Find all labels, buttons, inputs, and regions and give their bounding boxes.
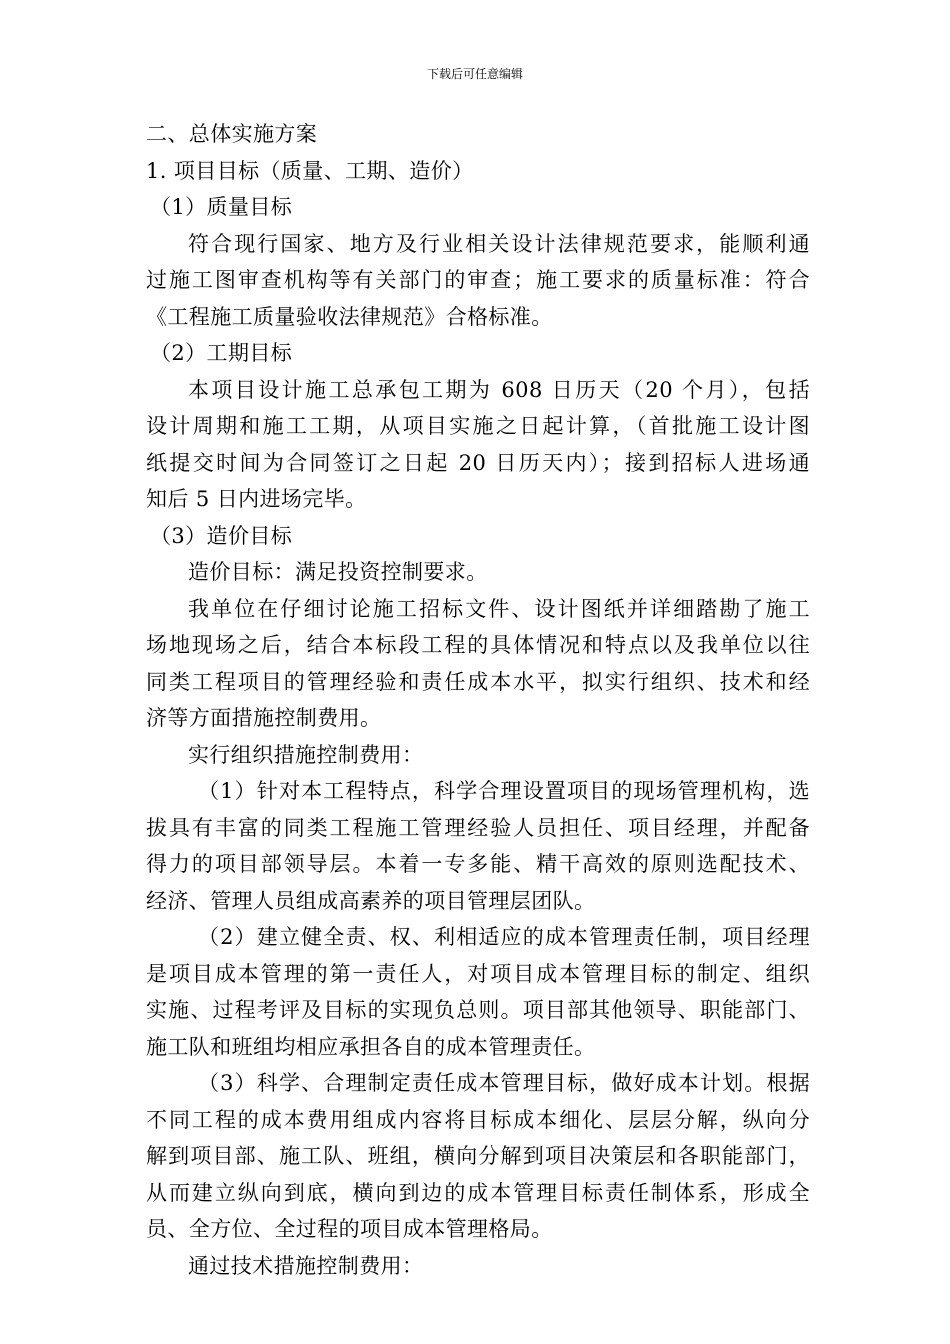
item2-line: 施工队和班组均相应承担各自的成本管理责任。	[146, 1034, 596, 1059]
quality-line: 《工程施工质量验收法律规范》合格标准。	[146, 304, 553, 329]
item1-line: 经济、管理人员组成高素养的项目管理层团队。	[146, 888, 596, 913]
item3-line: 员、全方位、全过程的项目成本管理格局。	[146, 1217, 553, 1241]
quality-heading: （1）质量目标	[150, 195, 293, 219]
page-header-note: 下载后可任意编辑	[426, 67, 523, 81]
cost-intro: 造价目标：满足投资控制要求。	[188, 560, 488, 584]
quality-line: 符合现行国家、地方及行业相关设计法律规范要求，能顺利通	[188, 231, 810, 256]
subsection-title: 1. 项目目标（质量、工期、造价）	[146, 158, 474, 183]
schedule-line: 纸提交时间为合同签订之日起 20 日历天内）；接到招标人进场通	[146, 450, 810, 475]
section-title: 二、总体实施方案	[146, 122, 318, 146]
schedule-heading: （2）工期目标	[150, 341, 293, 365]
schedule-line: 本项目设计施工总承包工期为 608 日历天（20 个月），包括	[188, 377, 810, 402]
cost-para-line: 我单位在仔细讨论施工招标文件、设计图纸并详细踏勘了施工	[188, 596, 810, 621]
quality-line: 过施工图审查机构等有关部门的审查；施工要求的质量标准：符合	[146, 268, 810, 292]
item2-line: 实施、过程考评及目标的实现负总则。项目部其他领导、职能部门、	[146, 998, 810, 1022]
cost-heading: （3）造价目标	[150, 523, 293, 548]
schedule-line: 知后 5 日内进场完毕。	[146, 487, 367, 511]
item2-line: 是项目成本管理的第一责任人，对项目成本管理目标的制定、组织	[146, 961, 810, 986]
item3-line: 不同工程的成本费用组成内容将目标成本细化、层层分解，纵向分	[146, 1107, 810, 1132]
org-measures-heading: 实行组织措施控制费用：	[188, 742, 424, 767]
item3-line: （3）科学、合理制定责任成本管理目标，做好成本计划。根据	[198, 1071, 810, 1095]
cost-para-line: 济等方面措施控制费用。	[146, 706, 382, 730]
schedule-line: 设计周期和施工工期，从项目实施之日起计算，（首批施工设计图	[146, 414, 810, 438]
document-body	[146, 116, 810, 1284]
item1-line: （1）针对本工程特点，科学合理设置项目的现场管理机构，选	[198, 779, 810, 803]
item1-line: 拔具有丰富的同类工程施工管理经验人员担任、项目经理，并配备	[146, 815, 810, 840]
tech-measures-heading: 通过技术措施控制费用：	[188, 1253, 424, 1278]
item3-line: 解到项目部、施工队、班组，横向分解到项目决策层和各职能部门，	[146, 1144, 810, 1168]
cost-para-line: 场地现场之后，结合本标段工程的具体情况和特点以及我单位以往	[146, 633, 810, 657]
item2-line: （2）建立健全责、权、利相适应的成本管理责任制，项目经理	[198, 925, 810, 949]
item1-line: 得力的项目部领导层。本着一专多能、精干高效的原则选配技术、	[146, 852, 810, 876]
item3-line: 从而建立纵向到底，横向到边的成本管理目标责任制体系，形成全	[146, 1180, 810, 1205]
cost-para-line: 同类工程项目的管理经验和责任成本水平，拟实行组织、技术和经	[146, 669, 810, 694]
